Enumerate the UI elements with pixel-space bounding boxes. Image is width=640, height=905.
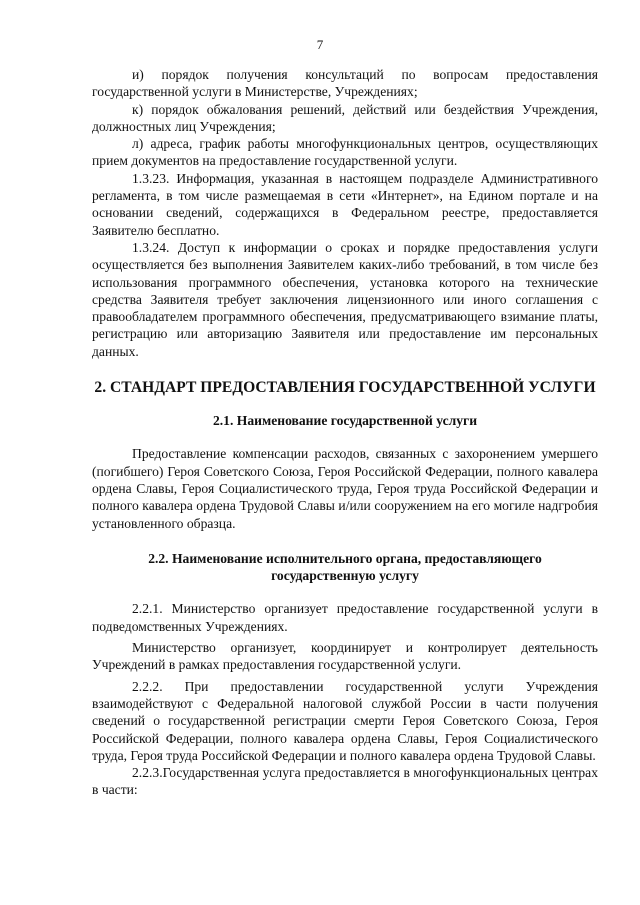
document-body — [92, 66, 598, 799]
paragraph-item-l: л) адреса, график работы многофункциональных центров, осуществляющих прием документов на предоставление государственной услуги. — [92, 136, 598, 169]
section-2-title: 2. СТАНДАРТ ПРЕДОСТАВЛЕНИЯ ГОСУДАРСТВЕННОЙ УСЛУГИ — [94, 379, 596, 397]
paragraph-1-3-24: 1.3.24. Доступ к информации о сроках и порядке предоставления услуги осуществляется без выполнения Заявителем каких-либо требований, в том числе без использования программного обеспечения, установка которого на технические средства Заявителя требует заключения лицензионного или иного соглашения с правообладателем программного обеспечения, предусматривающего взимание платы, регистрацию или авторизацию Заявителя или предоставление им персональных данных. — [92, 239, 598, 359]
paragraph-2-2-2: 2.2.2. При предоставлении государственной услуги Учреждения взаимодействуют с Федеральной налоговой службой России в части получения сведений о государственной регистрации смерти Героя Советского Союза, Героя Российской Федерации, полного кавалера ордена Славы, Героя Социалистического труда, Героя труда Российской Федерации и полного кавалера ордена Трудовой Славы. — [92, 678, 598, 763]
subsection-2-2-title-line2: государственную услугу — [271, 568, 419, 584]
paragraph-1-3-23: 1.3.23. Информация, указанная в настоящем подразделе Административного регламента, в том числе размещаемая в сети «Интернет», на Едином портале и на основании сведений, содержащихся в Федеральном реестре, предоставляется Заявителю бесплатно. — [92, 170, 598, 238]
paragraph-2-1-text: Предоставление компенсации расходов, связанных с захоронением умершего (погибшего) Героя Советского Союза, Героя Российской Федерации, полного кавалера ордена Славы, Героя Социалистического труда, Героя труда Российской Федерации и полного кавалера ордена Трудовой Славы и/или сооружением на его могиле надгробия установленного образца. — [92, 446, 598, 531]
paragraph-2-2-3: 2.2.3.Государственная услуга предоставляется в многофункциональных центрах в части: — [92, 765, 598, 798]
subsection-2-1-title: 2.1. Наименование государственной услуги — [212, 413, 478, 429]
paragraph-2-2-1: 2.2.1. Министерство организует предоставление государственной услуги в подведомственных Учреждениях. — [92, 601, 598, 634]
subsection-2-2-title — [92, 550, 598, 585]
paragraph-item-k: к) порядок обжалования решений, действий или бездействия Учреждения, должностных лиц Учреждения; — [92, 101, 598, 134]
subsection-2-2-title-line1: 2.2. Наименование исполнительного органа, предоставляющего — [148, 550, 542, 566]
paragraph-2-2-1-cont: Министерство организует, координирует и контролирует деятельность Учреждений в рамках предоставления государственной услуги. — [92, 640, 598, 673]
paragraph-item-i: и) порядок получения консультаций по вопросам предоставления государственной услуги в Министерстве, Учреждениях; — [92, 67, 598, 100]
page-number: 7 — [316, 37, 324, 52]
